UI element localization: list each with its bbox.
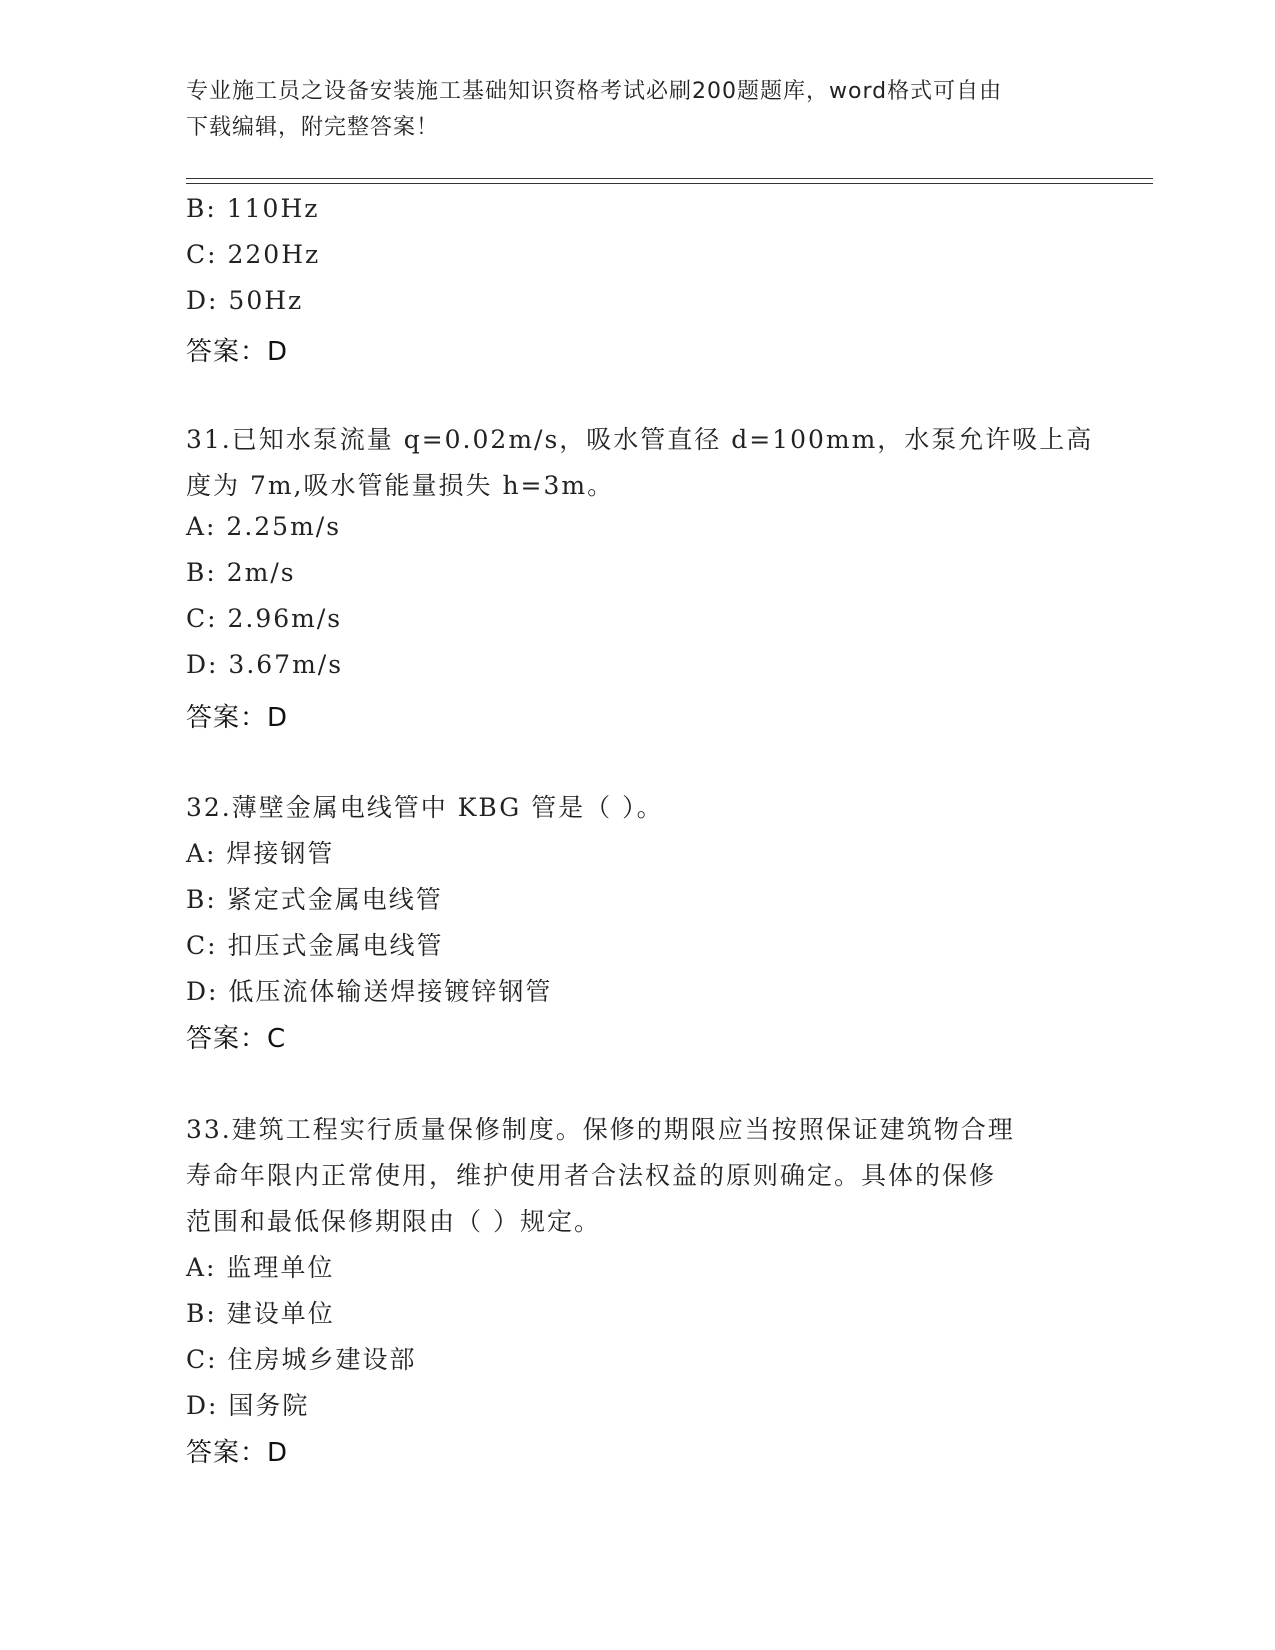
q31-option-a: A: 2.25m/s	[186, 512, 342, 541]
q33-option-c: C: 住房城乡建设部	[186, 1345, 417, 1374]
q33-stem-line-3: 范围和最低保修期限由（ ）规定。	[186, 1207, 601, 1236]
q31-option-b: B: 2m/s	[186, 558, 296, 587]
q30-answer: 答案：D	[186, 337, 289, 367]
header-divider-top	[186, 178, 1153, 179]
q31-option-c: C: 2.96m/s	[186, 604, 343, 633]
q32-answer: 答案：C	[186, 1024, 287, 1054]
q33-option-a: A: 监理单位	[186, 1253, 335, 1282]
q32-option-d: D: 低压流体输送焊接镀锌钢管	[186, 977, 553, 1006]
document-header	[186, 74, 1086, 146]
q31-stem-line-1: 31.已知水泵流量 q=0.02m/s，吸水管直径 d=100mm，水泵允许吸上高	[186, 425, 1094, 454]
q32-stem: 32.薄壁金属电线管中 KBG 管是（ ）。	[186, 793, 664, 822]
header-line-1: 专业施工员之设备安装施工基础知识资格考试必刷200题题库，word格式可自由	[186, 79, 1003, 104]
header-divider-bottom	[186, 183, 1153, 184]
q30-option-d: D: 50Hz	[186, 286, 304, 315]
q33-stem-line-1: 33.建筑工程实行质量保修制度。保修的期限应当按照保证建筑物合理	[186, 1115, 1015, 1144]
header-line-2: 下载编辑，附完整答案！	[186, 115, 440, 140]
q32-option-c: C: 扣压式金属电线管	[186, 931, 444, 960]
q33-option-d: D: 国务院	[186, 1391, 310, 1420]
q31-answer: 答案：D	[186, 703, 289, 733]
q31-option-d: D: 3.67m/s	[186, 650, 344, 679]
q30-option-c: C: 220Hz	[186, 240, 321, 269]
q32-option-b: B: 紧定式金属电线管	[186, 885, 443, 914]
q33-option-b: B: 建设单位	[186, 1299, 335, 1328]
q30-option-b: B: 110Hz	[186, 194, 320, 223]
q32-option-a: A: 焊接钢管	[186, 839, 335, 868]
q31-stem-line-2: 度为 7m,吸水管能量损失 h=3m。	[186, 471, 615, 500]
q33-answer: 答案：D	[186, 1438, 289, 1468]
q33-stem-line-2: 寿命年限内正常使用，维护使用者合法权益的原则确定。具体的保修	[186, 1161, 997, 1190]
